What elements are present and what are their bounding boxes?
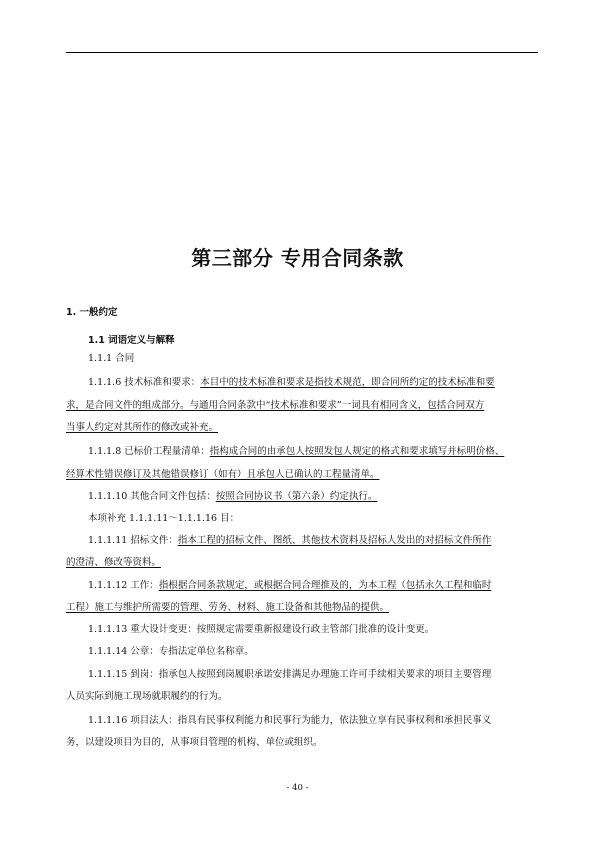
supplement-note: 本项补充 1.1.1.11～1.1.1.16 目： [88, 513, 240, 524]
clause-prefix: 1.1.1.6 技术标准和要求： [88, 377, 201, 388]
page-number: - 40 - [286, 783, 309, 793]
clause-1-1-1-11-line-2: 的澄清、修改等资料。 [66, 557, 162, 568]
clause-1-1-1-6-line-1 [88, 376, 495, 389]
clause-1-1-1-11-line-1 [88, 534, 491, 547]
clause-1-1-1-8-line-2: 经算术性错误修订及其他错误修订（如有）且承包人已确认的工程量清单。 [66, 469, 380, 480]
clause-prefix: 1.1.1.11 招标文件： [88, 535, 178, 546]
clause-text: 本目中的技术标准和要求是指技术规范，即合同所约定的技术标准和要 [200, 377, 495, 388]
clause-1-1-1-12-line-1 [88, 579, 491, 592]
clause-text: 指本工程的招标文件、图纸、其他技术资料及招标人发出的对招标文件所作 [177, 535, 492, 546]
clause-1-1-1-6-line-2: 求，是合同文件的组成部分。与通用合同条款中“技术标准和要求”一词具有相同含义，包括合同双方 [66, 400, 485, 411]
section-heading-definitions: 1.1 词语定义与解释 [88, 335, 175, 346]
clause-prefix: 1.1.1.10 其他合同文件包括： [88, 491, 216, 502]
clause-1-1-1-15-line-1: 1.1.1.15 到岗：指承包人按照到岗履职承诺安排满足办理施工许可手续相关要求的项目主要管理 [88, 669, 492, 680]
clause-prefix: 1.1.1.12 工作： [88, 580, 159, 591]
clause-1-1-1-14: 1.1.1.14 公章：专指法定单位名称章。 [88, 646, 254, 657]
clause-prefix: 1.1.1.8 已标价工程量清单： [88, 446, 210, 457]
clause-1-1-1-16-line-1: 1.1.1.16 项目法人：指具有民事权利能力和民事行为能力，依法独立享有民事权利和承担民事义 [88, 715, 492, 726]
clause-1-1-1: 1.1.1 合同 [88, 353, 135, 364]
clause-1-1-1-6-line-3: 当事人约定对其所作的修改或补充。 [66, 422, 219, 433]
clause-1-1-1-10 [88, 490, 377, 503]
clause-text: 指构成合同的由承包人按照发包人规定的格式和要求填写并标明价格、 [209, 446, 505, 457]
clause-text: 按照合同协议书（第六条）约定执行。 [215, 491, 378, 502]
part-title: 第三部分 专用合同条款 [191, 246, 404, 270]
clause-1-1-1-13: 1.1.1.13 重大设计变更：按照规定需要重新报建设行政主管部门批准的设计变更。 [88, 624, 435, 635]
clause-1-1-1-12-line-2: 工程）施工与维护所需要的管理、劳务、材料、施工设备和其他物品的提供。 [66, 602, 390, 613]
clause-1-1-1-16-line-2: 务，以建设项目为目的，从事项目管理的机构、单位或组织。 [66, 737, 323, 748]
clause-1-1-1-8-line-1 [88, 445, 504, 458]
clause-text: 指根据合同条款规定，或根据合同合理推及的，为本工程（包括永久工程和临时 [158, 580, 492, 591]
section-heading-general: 1. 一般约定 [66, 307, 118, 318]
header-rule [66, 52, 538, 53]
clause-1-1-1-15-line-2: 人员实际到施工现场就职履约的行为。 [66, 691, 228, 702]
